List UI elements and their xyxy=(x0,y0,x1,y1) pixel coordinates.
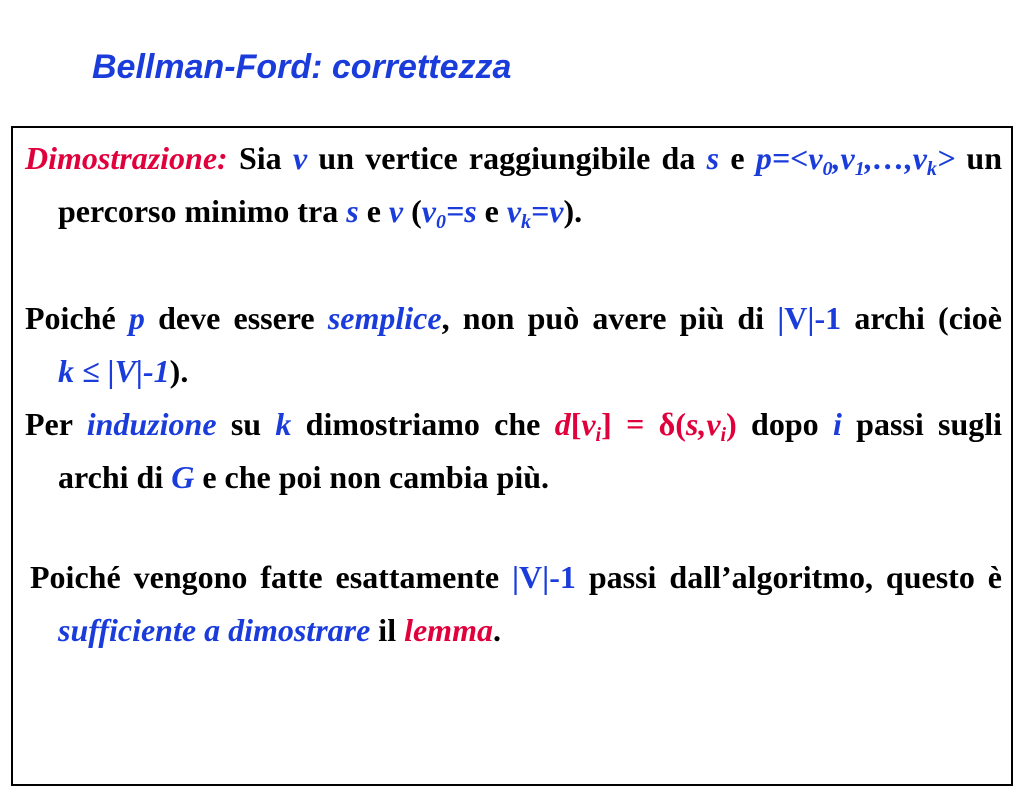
proof-label: Dimostrazione: xyxy=(25,140,228,176)
proof-paragraph-1: Dimostrazione: Sia v un vertice raggiungibile da s e $p=<v_0,v_1,\dots,v_k>$ un percorso minimo tra s e v ($v_0=s$ e $v_k=v$). xyxy=(25,140,1003,233)
path-definition: $p=<v_0,v_1,\dots,v_k>$ xyxy=(755,140,956,180)
proof-paragraph-3: Per induzione su k dimostriamo che $d[v_i] = \delta(s,v_i)$ dopo i passi sugli archi di G e che poi non cambia più. xyxy=(25,406,1003,495)
proof-paragraph-2: Poiché p deve essere semplice, non può avere più di |V|-1 archi (cioè k ≤ |V|-1). xyxy=(25,300,1003,389)
distance-equation: $d[v_i] = \delta(s,v_i)$ xyxy=(554,406,737,446)
slide-title: Bellman-Ford: correttezza xyxy=(92,48,512,86)
conclusion-paragraph: Poiché vengono fatte esattamente |V|-1 passi dall’algoritmo, questo è sufficiente a dimostrare il lemma. xyxy=(30,559,1002,648)
